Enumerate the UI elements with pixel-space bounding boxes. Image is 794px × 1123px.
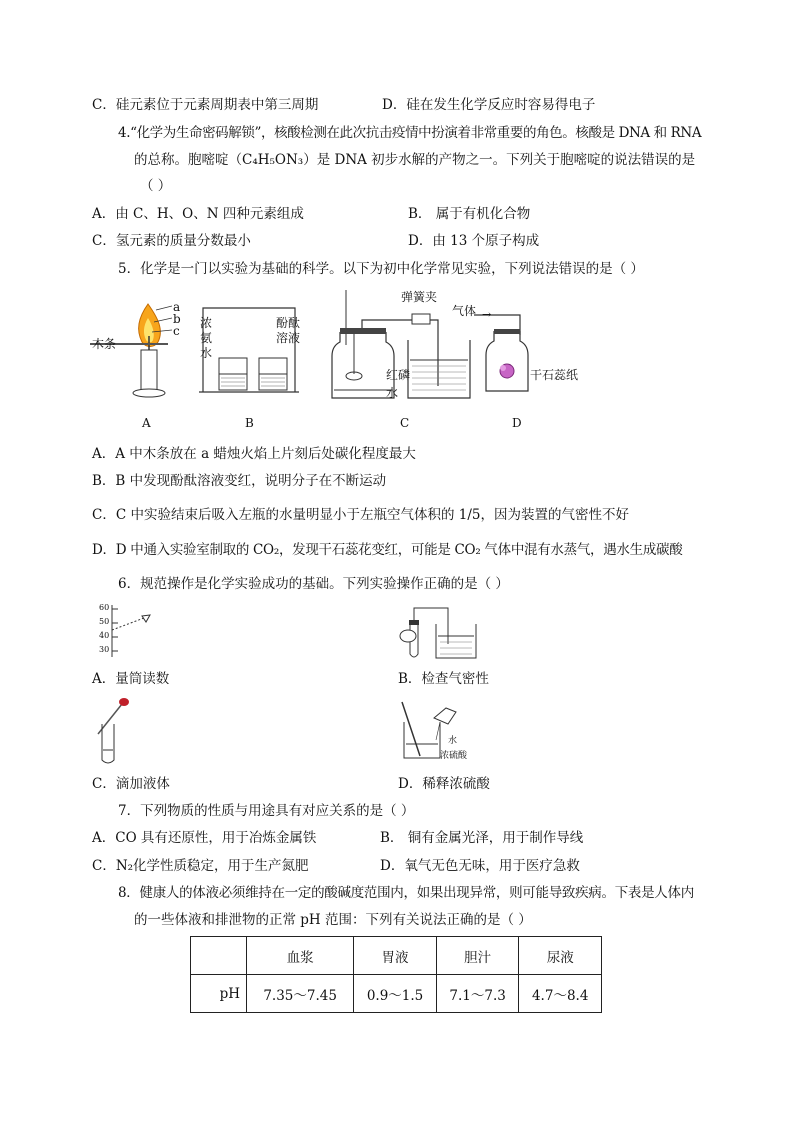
figure-b-caption: B (245, 416, 254, 430)
table-header-cell: 胃液 (354, 937, 437, 975)
q4-option-d: D．由 13 个原子构成 (408, 233, 540, 249)
q8-stem-line1: 8．健康人的体液必须维持在一定的酸碱度范围内，如果出现异常，则可能导致疾病。下表是人体内 (118, 885, 694, 901)
q4-answer-blank: （ ） (140, 178, 172, 194)
flame-label-c: c (173, 324, 180, 338)
ph-table (190, 936, 602, 1013)
q4-stem-line2: 的总称。胞嘧啶（C₄H₅ON₃）是 DNA 初步水解的产物之一。下列关于胞嘧啶的说法错误的是 (134, 152, 696, 168)
q7-option-b: B． 铜有金属光泽，用于制作导线 (380, 830, 584, 846)
gas-label: 气体 (452, 304, 477, 318)
diagram-water-label: 水 (448, 736, 458, 746)
cylinder-tick-30: 30 (99, 645, 110, 654)
q6-option-b: B．检查气密性 (398, 671, 489, 687)
q6-option-a: A．量筒读数 (92, 671, 170, 687)
table-cell: 4.7～8.4 (519, 975, 602, 1013)
q6-stem: 6．规范操作是化学实验成功的基础。下列实验操作正确的是（ ） (118, 576, 509, 592)
table-cell: 7.1～7.3 (436, 975, 519, 1013)
spring-clamp-label: 弹簧夹 (401, 290, 438, 304)
airtightness-check-diagram (396, 604, 486, 662)
q4-option-b: B． 属于有机化合物 (408, 206, 531, 222)
table-header-cell (191, 937, 247, 975)
litmus-flower-diagram (470, 305, 540, 400)
table-cell: 7.35～7.45 (247, 975, 354, 1013)
table-cell: pH (191, 975, 247, 1013)
table-row (191, 975, 602, 1013)
table-header-cell: 血浆 (247, 937, 354, 975)
q5-option-d: D．D 中通入实验室制取的 CO₂，发现干石蕊花变红，可能是 CO₂ 气体中混有水蒸气，遇水生成碳酸 (92, 542, 683, 558)
q3-option-c: C．硅元素位于元素周期表中第三周期 (92, 97, 319, 113)
cylinder-tick-50: 50 (99, 617, 110, 626)
flame-label-a: a (173, 300, 181, 314)
q5-option-b: B．B 中发现酚酞溶液变红，说明分子在不断运动 (92, 473, 387, 489)
wood-strip-label: 木条 (92, 337, 117, 351)
table-header-cell: 尿液 (519, 937, 602, 975)
diagram-acid-label: 浓硫酸 (440, 751, 468, 761)
q3-option-d: D．硅在发生化学反应时容易得电子 (382, 97, 596, 113)
q7-option-a: A．CO 具有还原性，用于冶炼金属铁 (92, 830, 317, 846)
red-phosphorus-label: 红磷 (386, 368, 411, 382)
dropper-diagram (90, 694, 140, 766)
table-cell: 0.9～1.5 (354, 975, 437, 1013)
q6-option-c: C．滴加液体 (92, 776, 170, 792)
figure-c-caption: C (400, 416, 410, 430)
q7-option-d: D．氧气无色无味，用于医疗急救 (380, 858, 580, 874)
q5-option-c: C．C 中实验结束后吸入左瓶的水量明显小于左瓶空气体积的 1/5，因为装置的气密性不好 (92, 507, 629, 523)
q4-option-a: A．由 C、H、O、N 四种元素组成 (92, 206, 304, 222)
phenolphthalein-label: 酚酞溶液 (276, 316, 301, 345)
q6-option-d: D．稀释浓硫酸 (398, 776, 490, 792)
table-header-row (191, 937, 602, 975)
water-label: 水 (386, 386, 399, 400)
dry-litmus-label: 干石蕊纸 (530, 368, 579, 382)
q5-option-a: A．A 中木条放在 a 蜡烛火焰上片刻后处碳化程度最大 (92, 446, 416, 462)
ammonia-label: 浓氨水 (200, 316, 213, 360)
q4-stem-line1: 4.“化学为生命密码解锁”，核酸检测在此次抗击疫情中扮演着非常重要的角色。核酸是 DNA 和 RNA (118, 125, 702, 141)
q7-option-c: C．N₂化学性质稳定，用于生产氮肥 (92, 858, 309, 874)
q5-stem: 5．化学是一门以实验为基础的科学。以下为初中化学常见实验，下列说法错误的是（ ） (118, 261, 644, 277)
figure-a-caption: A (142, 416, 151, 430)
q8-stem-line2: 的一些体液和排泄物的正常 pH 范围：下列有关说法正确的是（ ） (134, 912, 532, 928)
figure-d-caption: D (512, 416, 522, 430)
cylinder-tick-40: 40 (99, 631, 110, 640)
table-header-cell: 胆汁 (436, 937, 519, 975)
q4-option-c: C．氢元素的质量分数最小 (92, 233, 251, 249)
cylinder-tick-60: 60 (99, 603, 110, 612)
flame-label-b: b (173, 312, 181, 326)
gas-arrow-icon: → (482, 308, 492, 321)
q7-stem: 7．下列物质的性质与用途具有对应关系的是（ ） (118, 803, 415, 819)
